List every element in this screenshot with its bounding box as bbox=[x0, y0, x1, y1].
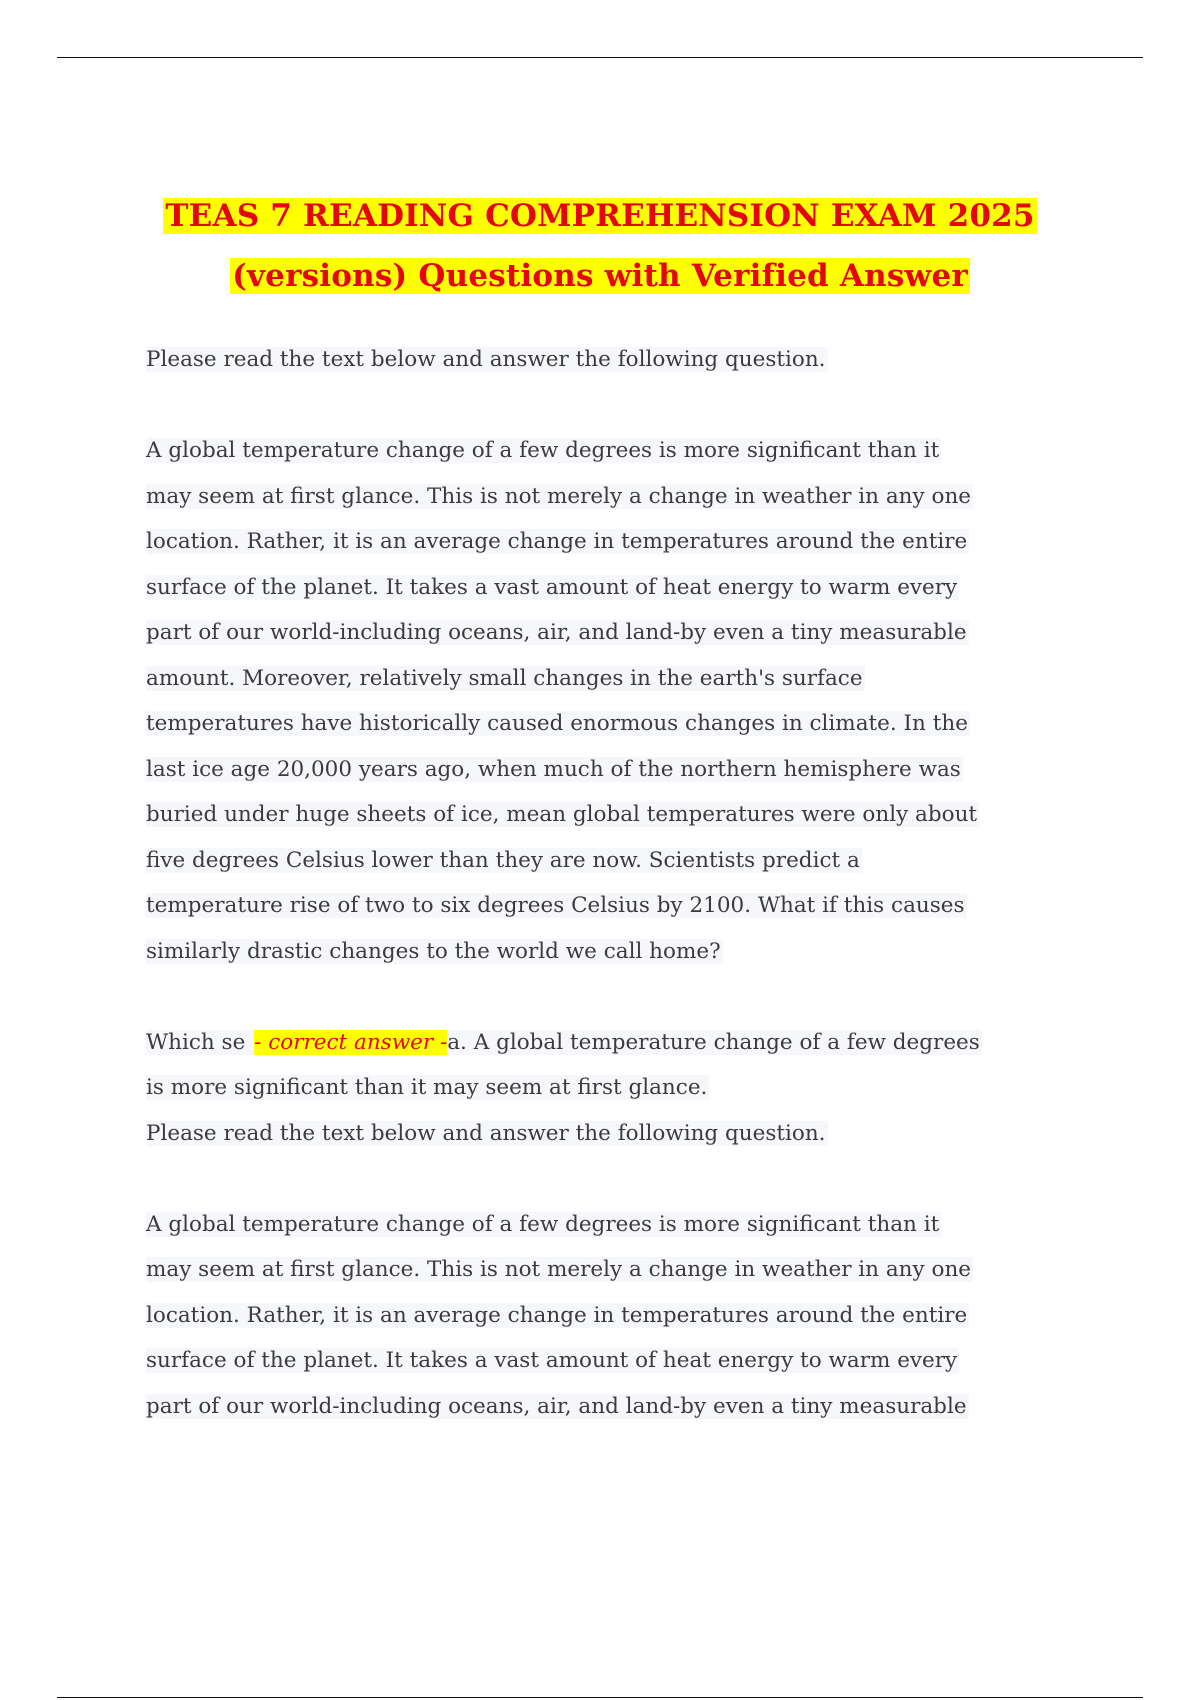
passage-text: five degrees Celsius lower than they are now. Scientists predict a bbox=[146, 847, 860, 873]
passage bbox=[146, 1202, 1086, 1430]
passage-line bbox=[146, 610, 1086, 656]
passage-text: A global temperature change of a few degrees is more significant than it bbox=[146, 1211, 940, 1237]
passage-line bbox=[146, 929, 1086, 975]
paragraph-gap bbox=[146, 974, 1086, 1020]
passage-text: amount. Moreover, relatively small changes in the earth's surface bbox=[146, 665, 863, 691]
document-title bbox=[57, 186, 1143, 306]
passage-text: location. Rather, it is an average change in temperatures around the entire bbox=[146, 1302, 968, 1328]
passage-text: last ice age 20,000 years ago, when much of the northern hemisphere was bbox=[146, 756, 961, 782]
intro-line bbox=[146, 337, 1086, 383]
title-line-2: (versions) Questions with Verified Answer bbox=[232, 258, 968, 294]
passage-line bbox=[146, 565, 1086, 611]
document-body bbox=[146, 337, 1086, 1429]
passage-text: buried under huge sheets of ice, mean global temperatures were only about bbox=[146, 802, 978, 827]
passage-line bbox=[146, 656, 1086, 702]
passage-text: similarly drastic changes to the world we call home? bbox=[146, 938, 721, 964]
paragraph-gap bbox=[146, 1156, 1086, 1202]
answer-line bbox=[146, 1065, 1086, 1111]
passage-line bbox=[146, 474, 1086, 520]
passage-text: part of our world-including oceans, air, and land-by even a tiny measurable bbox=[146, 620, 967, 645]
passage-line bbox=[146, 1202, 1086, 1248]
passage-text: may seem at first glance. This is not merely a change in weather in any one bbox=[146, 483, 972, 509]
passage-line bbox=[146, 883, 1086, 929]
passage-line bbox=[146, 1384, 1086, 1430]
passage-line bbox=[146, 1338, 1086, 1384]
question-prefix: Which se bbox=[146, 1029, 253, 1055]
intro-text: Please read the text below and answer the following question. bbox=[146, 347, 826, 372]
passage-line bbox=[146, 792, 1086, 838]
intro-line bbox=[146, 1111, 1086, 1157]
correct-answer-tag: - correct answer - bbox=[254, 1029, 448, 1055]
passage-line bbox=[146, 1247, 1086, 1293]
passage-text: may seem at first glance. This is not merely a change in weather in any one bbox=[146, 1257, 972, 1282]
passage bbox=[146, 428, 1086, 974]
passage-text: part of our world-including oceans, air, and land-by even a tiny measurable bbox=[146, 1393, 967, 1419]
top-rule bbox=[57, 57, 1143, 58]
passage-line bbox=[146, 428, 1086, 474]
paragraph-gap bbox=[146, 383, 1086, 429]
passage-text: surface of the planet. It takes a vast amount of heat energy to warm every bbox=[146, 1348, 958, 1373]
answer-text-continued: is more significant than it may seem at first glance. bbox=[146, 1075, 708, 1100]
answer-text: a. A global temperature change of a few degrees bbox=[447, 1029, 980, 1055]
passage-line bbox=[146, 1293, 1086, 1339]
intro-text: Please read the text below and answer the following question. bbox=[146, 1120, 826, 1146]
bottom-rule bbox=[57, 1697, 1143, 1698]
passage-line bbox=[146, 838, 1086, 884]
passage-text: A global temperature change of a few degrees is more significant than it bbox=[146, 438, 940, 463]
question-answer-line bbox=[146, 1020, 1086, 1066]
passage-line bbox=[146, 519, 1086, 565]
passage-line bbox=[146, 701, 1086, 747]
passage-text: location. Rather, it is an average change in temperatures around the entire bbox=[146, 529, 968, 554]
passage-text: surface of the planet. It takes a vast amount of heat energy to warm every bbox=[146, 574, 958, 600]
passage-text: temperature rise of two to six degrees Celsius by 2100. What if this causes bbox=[146, 893, 965, 918]
title-line-1: TEAS 7 READING COMPREHENSION EXAM 2025 bbox=[165, 198, 1035, 234]
passage-text: temperatures have historically caused enormous changes in climate. In the bbox=[146, 711, 968, 736]
passage-line bbox=[146, 747, 1086, 793]
